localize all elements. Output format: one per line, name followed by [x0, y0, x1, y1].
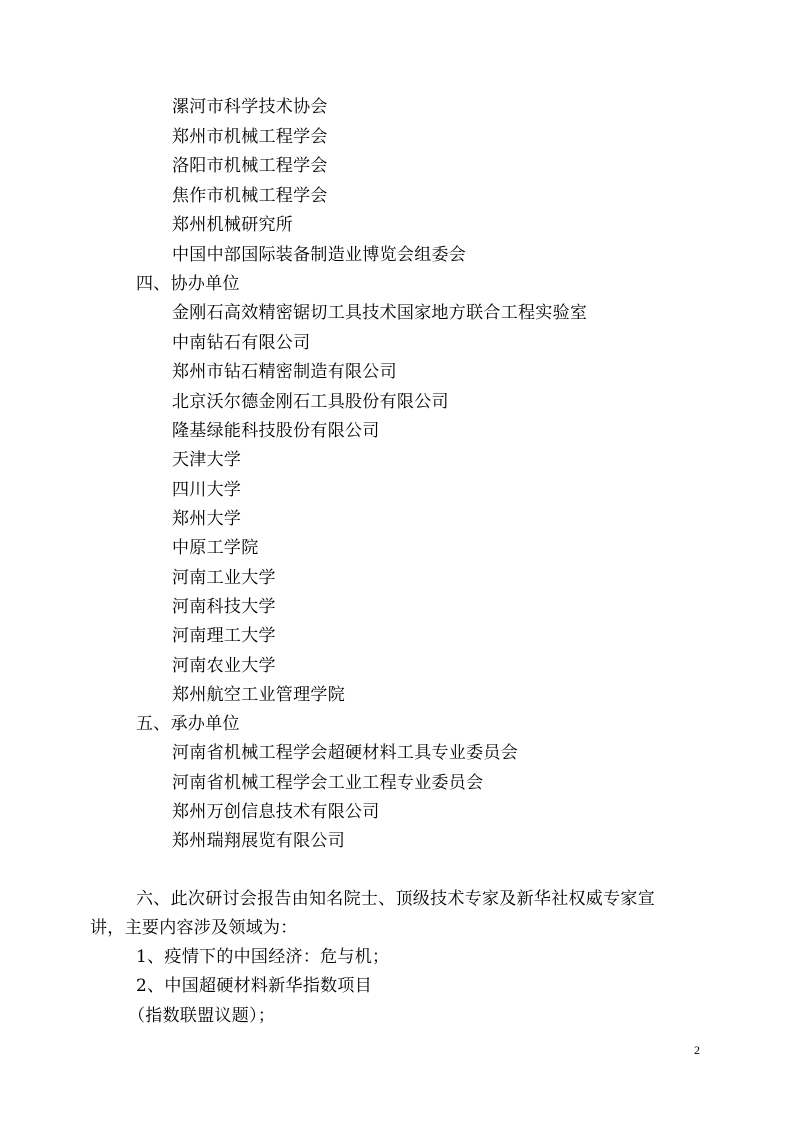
organizer-item: 漯河市科学技术协会 [172, 97, 328, 117]
section-six-paragraph-line1: 六、此次研讨会报告由知名院士、顶级技术专家及新华社权威专家宣 [136, 889, 655, 909]
co-organizer-item: 天津大学 [172, 450, 242, 470]
topic-item: 2、中国超硬材料新华指数项目 [136, 976, 373, 996]
organizer-item: 郑州机械研究所 [172, 215, 294, 235]
section-heading-co-organizers: 四、协办单位 [136, 274, 240, 294]
co-organizer-item: 四川大学 [172, 480, 242, 500]
topic-item-note: （指数联盟议题）； [128, 1006, 276, 1026]
host-item: 郑州万创信息技术有限公司 [172, 802, 380, 822]
co-organizer-item: 中南钻石有限公司 [172, 333, 311, 353]
section-heading-hosts: 五、承办单位 [136, 714, 240, 734]
host-item: 郑州瑞翔展览有限公司 [172, 831, 345, 851]
co-organizer-item: 郑州市钻石精密制造有限公司 [172, 362, 397, 382]
page-number: 2 [694, 1043, 700, 1057]
co-organizer-item: 北京沃尔德金刚石工具股份有限公司 [172, 392, 449, 412]
co-organizer-item: 金刚石高效精密锯切工具技术国家地方联合工程实验室 [172, 303, 588, 323]
co-organizer-item: 隆基绿能科技股份有限公司 [172, 421, 380, 441]
section-six-paragraph-line2: 讲，主要内容涉及领域为： [90, 918, 298, 938]
host-item: 河南省机械工程学会工业工程专业委员会 [172, 773, 484, 793]
host-item: 河南省机械工程学会超硬材料工具专业委员会 [172, 743, 518, 763]
co-organizer-item: 中原工学院 [172, 538, 259, 558]
co-organizer-item: 河南工业大学 [172, 568, 276, 588]
organizer-item: 洛阳市机械工程学会 [172, 156, 328, 176]
co-organizer-item: 郑州航空工业管理学院 [172, 685, 345, 705]
co-organizer-item: 河南农业大学 [172, 656, 276, 676]
organizer-item: 焦作市机械工程学会 [172, 186, 328, 206]
co-organizer-item: 河南科技大学 [172, 597, 276, 617]
co-organizer-item: 河南理工大学 [172, 626, 276, 646]
co-organizer-item: 郑州大学 [172, 509, 242, 529]
organizer-item: 郑州市机械工程学会 [172, 127, 328, 147]
topic-item: 1、疫情下的中国经济：危与机； [136, 947, 390, 967]
organizer-item: 中国中部国际装备制造业博览会组委会 [172, 245, 467, 265]
